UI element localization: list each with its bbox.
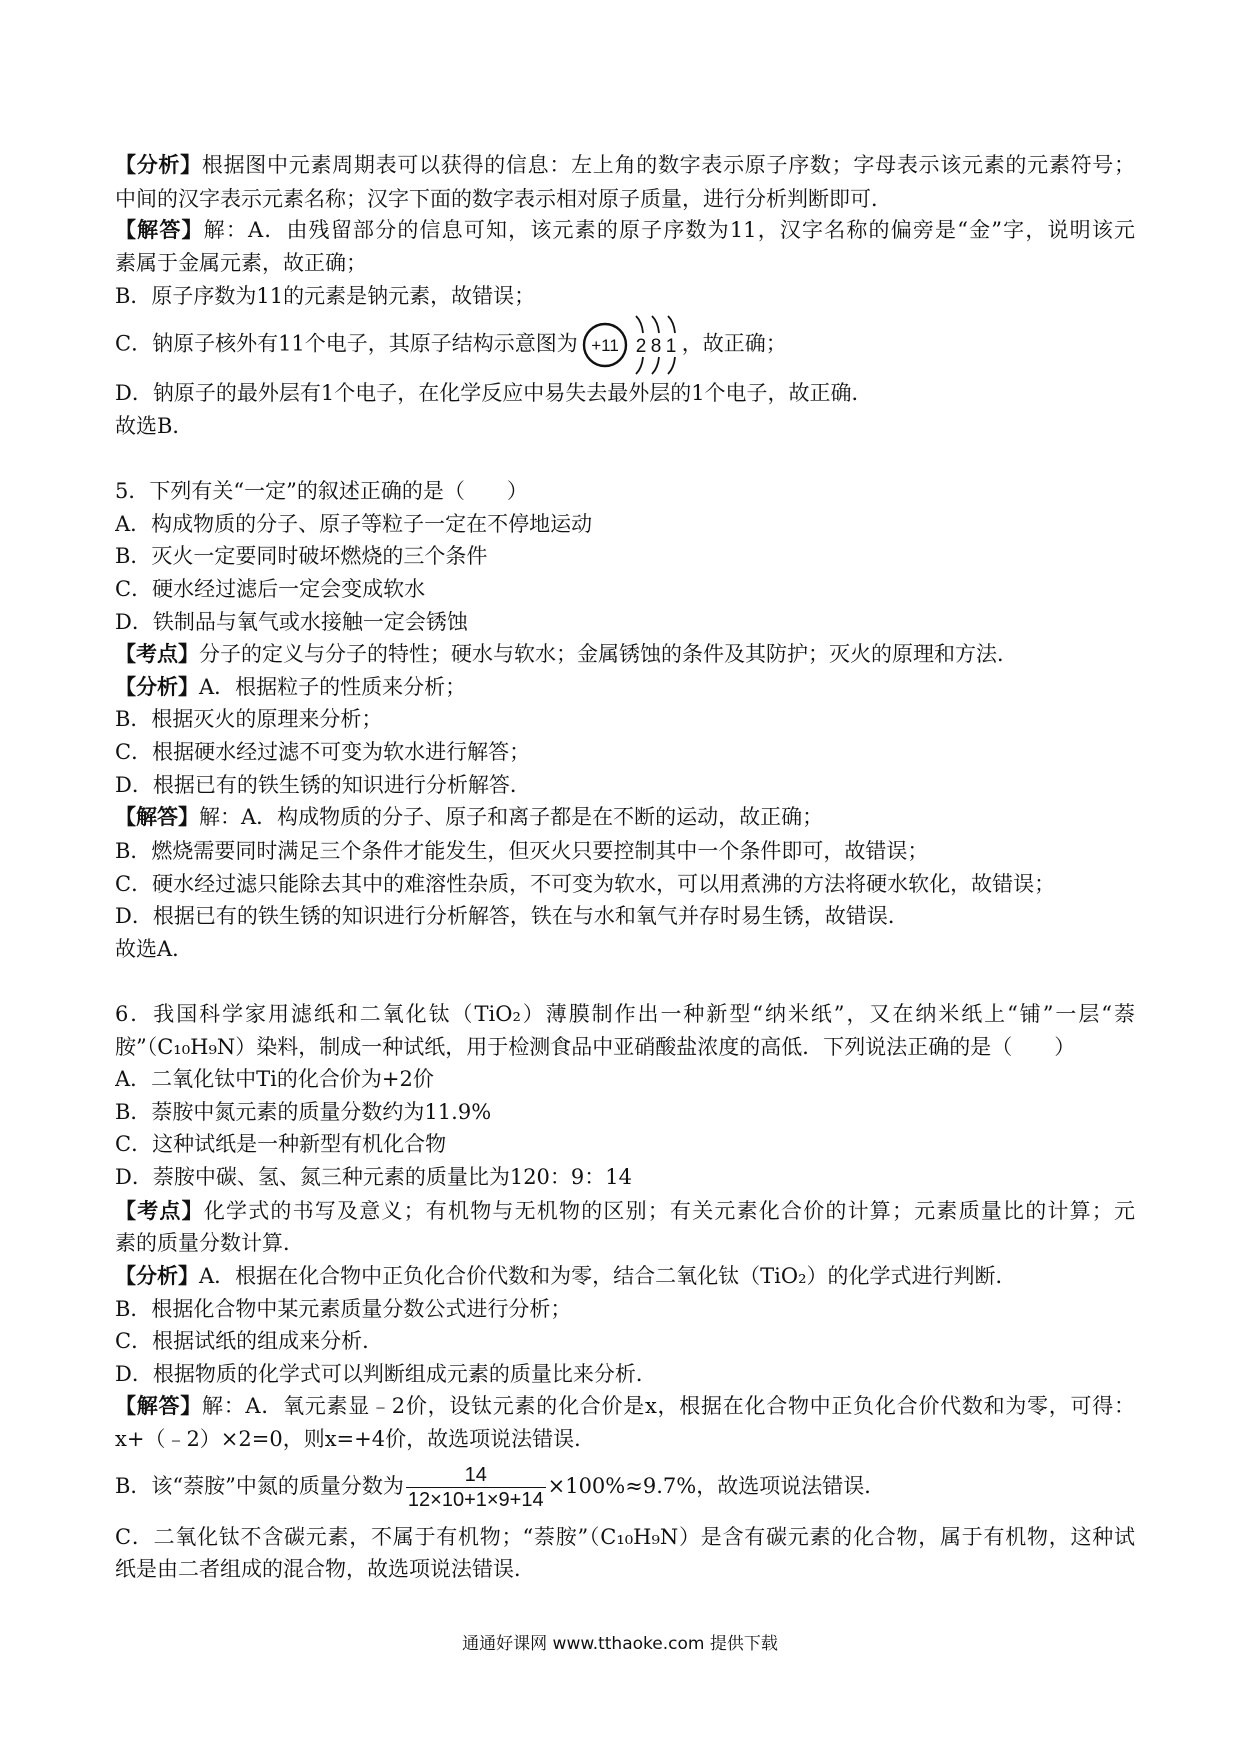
solution-label: 【解答】 [115, 217, 204, 242]
question-stem: 6．我国科学家用滤纸和二氧化钛（TiO₂）薄膜制作出一种新型“纳米纸”，又在纳米纸上“铺”一层“萘 [115, 1002, 1135, 1026]
question-stem: 5．下列有关“一定”的叙述正确的是（ ） [115, 479, 528, 503]
q6-option-b [115, 1096, 1135, 1128]
analysis-label: 【分析】 [115, 1263, 199, 1288]
answer-text: 故选A． [115, 937, 194, 961]
q6-analysis-line-4 [115, 1358, 1135, 1390]
solution-text: 解：A．由残留部分的信息可知，该元素的原子序数为11，汉字名称的偏旁是“金”字，说明该元 [203, 218, 1135, 242]
q5-option-a [115, 508, 1135, 540]
q5-solution-line-4 [115, 900, 1135, 932]
q6-stem-line-2 [115, 1031, 1135, 1063]
answer-text: 故选B． [115, 414, 194, 438]
page-footer: 通通好课网 www.tthaoke.com 提供下载 [462, 1634, 778, 1654]
nucleus-charge: +11 [591, 336, 619, 355]
q4-solution-line-1 [115, 214, 1135, 246]
option-text: B．灭火一定要同时破坏燃烧的三个条件 [115, 544, 488, 568]
q5-knowledge [115, 638, 1135, 670]
q6-option-d [115, 1161, 1135, 1193]
knowledge-text: 素的质量分数计算． [115, 1231, 304, 1255]
q5-answer [115, 933, 1135, 965]
q6-option-a [115, 1063, 1135, 1095]
shell-arc-2-bottom [652, 357, 659, 374]
analysis-text: A．根据粒子的性质来分析； [199, 675, 467, 699]
knowledge-text: 化学式的书写及意义；有机物与无机物的区别；有关元素化合价的计算；元素质量比的计算；元 [203, 1199, 1135, 1223]
shell-arc-1-top [636, 316, 643, 333]
solution-text: ，故正确； [681, 331, 787, 356]
shell-arc-3-bottom [668, 357, 675, 374]
q5-option-d [115, 606, 1135, 638]
q6-knowledge-line-2 [115, 1227, 1135, 1259]
analysis-label: 【分析】 [115, 674, 199, 699]
q5-solution-line-1 [115, 801, 1135, 833]
solution-text: x+（﹣2）×2=0，则x=+4价，故选项说法错误． [115, 1427, 596, 1451]
analysis-text: A．根据在化合物中正负化合价代数和为零，结合二氧化钛（TiO₂）的化学式进行判断． [199, 1264, 1017, 1288]
solution-text: C．钠原子核外有11个电子，其原子结构示意图为 [115, 331, 578, 356]
shell-electrons-1: 2 [635, 336, 647, 357]
q4-solution-option-b [115, 280, 1135, 312]
option-text: D．萘胺中碳、氢、氮三种元素的质量比为120：9：14 [115, 1165, 633, 1189]
option-text: C．这种试纸是一种新型有机化合物 [115, 1132, 447, 1156]
q6-solution-line-2 [115, 1423, 1135, 1455]
shell-electrons-2: 8 [650, 336, 662, 357]
solution-text: C．二氧化钛不含碳元素，不属于有机物；“萘胺”（C₁₀H₉N）是含有碳元素的化合物，属于有机物，这种试 [115, 1525, 1135, 1549]
analysis-text: 根据图中元素周期表可以获得的信息：左上角的数字表示原子序数；字母表示该元素的元素符号； [201, 153, 1135, 177]
solution-text: B．燃烧需要同时满足三个条件才能发生，但灭火只要控制其中一个条件即可，故错误； [115, 839, 929, 863]
analysis-text: B．根据灭火的原理来分析； [115, 707, 383, 731]
q5-analysis-line-4 [115, 769, 1135, 801]
solution-text: D．钠原子的最外层有1个电子，在化学反应中易失去最外层的1个电子，故正确． [115, 381, 873, 405]
q4-analysis-line-2 [115, 183, 1135, 215]
solution-label: 【解答】 [115, 1393, 202, 1418]
solution-text: B．该“萘胺”中氮的质量分数为 [115, 1474, 404, 1498]
q5-option-c [115, 573, 1135, 605]
solution-text: 纸是由二者组成的混合物，故选项说法错误． [115, 1557, 535, 1581]
q5-solution-line-2 [115, 835, 1135, 867]
mass-fraction-formula [406, 1463, 546, 1512]
option-text: D．铁制品与氧气或水接触一定会锈蚀 [115, 610, 468, 634]
solution-text: C．硬水经过滤只能除去其中的难溶性杂质，不可变为软水，可以用煮沸的方法将硬水软化，故错误； [115, 872, 1056, 896]
knowledge-label: 【考点】 [115, 1198, 204, 1223]
fraction-denominator: 12×10+1×9+14 [407, 1489, 544, 1511]
analysis-text: B．根据化合物中某元素质量分数公式进行分析； [115, 1297, 572, 1321]
solution-text: 解：A．构成物质的分子、原子和离子都是在不断的运动，故正确； [199, 805, 824, 829]
q5-option-b [115, 540, 1135, 572]
analysis-label: 【分析】 [115, 152, 202, 177]
solution-text: 解：A．氧元素显﹣2价，设钛元素的化合价是x，根据在化合物中正负化合价代数和为零，可得： [201, 1394, 1135, 1418]
option-text: A．二氧化钛中Ti的化合价为+2价 [115, 1067, 434, 1091]
solution-label: 【解答】 [115, 804, 199, 829]
knowledge-label: 【考点】 [115, 641, 199, 666]
q6-option-c [115, 1128, 1135, 1160]
q4-solution-option-c [115, 313, 1135, 377]
q6-analysis-line-1 [115, 1260, 1135, 1292]
q4-solution-line-2 [115, 247, 1135, 279]
analysis-text: D．根据已有的铁生锈的知识进行分析解答． [115, 773, 531, 797]
fraction-numerator: 14 [464, 1464, 487, 1486]
q6-knowledge-line-1 [115, 1195, 1135, 1227]
q5-analysis-line-3 [115, 736, 1135, 768]
q6-stem-line-1 [115, 998, 1135, 1030]
q6-analysis-line-2 [115, 1293, 1135, 1325]
option-text: C．硬水经过滤后一定会变成软水 [115, 577, 426, 601]
analysis-text: C．根据试纸的组成来分析． [115, 1329, 384, 1353]
solution-text: 素属于金属元素，故正确； [115, 251, 367, 275]
analysis-text: D．根据物质的化学式可以判断组成元素的质量比来分析． [115, 1362, 657, 1386]
q6-solution-option-c-line-2 [115, 1553, 1135, 1585]
q5-analysis-line-1 [115, 671, 1135, 703]
option-text: B．萘胺中氮元素的质量分数约为11.9% [115, 1100, 492, 1124]
solution-text: D．根据已有的铁生锈的知识进行分析解答，铁在与水和氧气并存时易生锈，故错误． [115, 904, 909, 928]
shell-electrons-3: 1 [665, 336, 677, 357]
solution-text: ×100%≈9.7%，故选项说法错误． [547, 1474, 886, 1498]
q6-analysis-line-3 [115, 1325, 1135, 1357]
question-stem: 胺”（C₁₀H₉N）染料，制成一种试纸，用于检测食品中亚硝酸盐浓度的高低．下列说法正确的是（ ） [115, 1035, 1076, 1059]
knowledge-text: 分子的定义与分子的特性；硬水与软水；金属锈蚀的条件及其防护；灭火的原理和方法． [199, 642, 1018, 666]
q5-analysis-line-2 [115, 703, 1135, 735]
shell-arc-2-top [652, 316, 659, 333]
q4-solution-option-d [115, 377, 1135, 409]
shell-arc-3-top [668, 316, 675, 333]
q4-analysis-line-1 [115, 149, 1135, 181]
q6-solution-option-b [115, 1463, 1135, 1512]
q6-solution-line-1 [115, 1390, 1135, 1422]
q6-solution-option-c-line-1 [115, 1521, 1135, 1553]
analysis-text: C．根据硬水经过滤不可变为软水进行解答； [115, 740, 531, 764]
solution-text: B．原子序数为11的元素是钠元素，故错误； [115, 284, 536, 308]
q5-stem [115, 475, 1135, 507]
analysis-text: 中间的汉字表示元素名称；汉字下面的数字表示相对原子质量，进行分析判断即可． [115, 187, 892, 211]
atom-structure-diagram [581, 313, 681, 377]
q4-answer [115, 410, 1135, 442]
option-text: A．构成物质的分子、原子等粒子一定在不停地运动 [115, 512, 593, 536]
q5-solution-line-3 [115, 868, 1135, 900]
shell-arc-1-bottom [636, 357, 643, 374]
